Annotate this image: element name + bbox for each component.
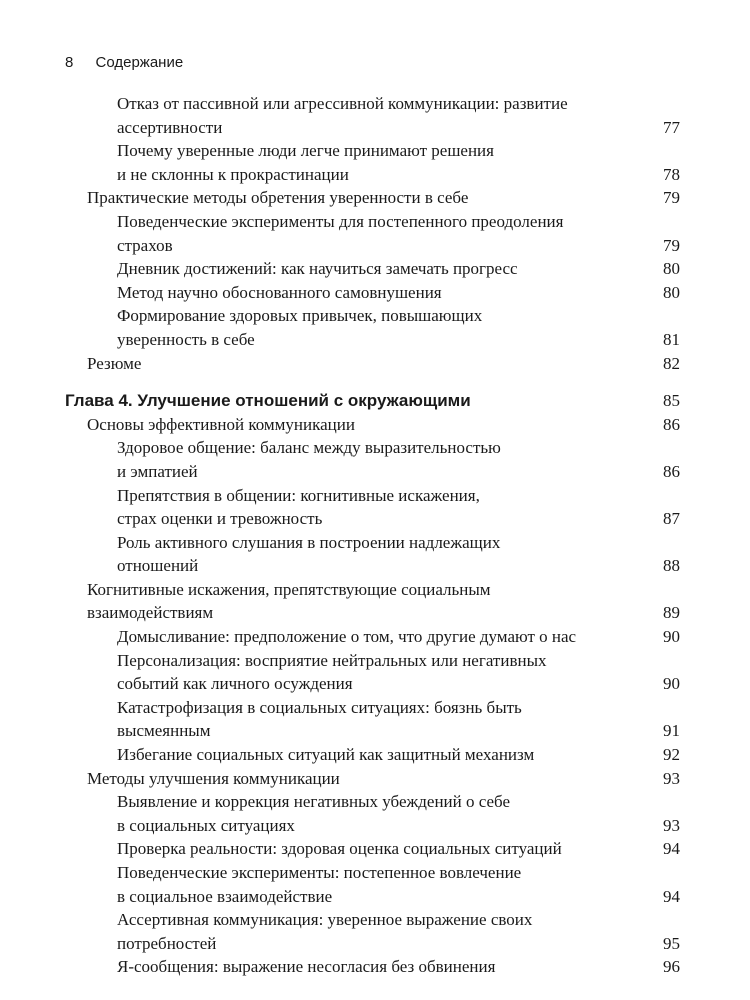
toc-entry-page-number: 90	[663, 627, 680, 647]
toc-entry-title-line: высмеянным	[117, 721, 211, 741]
toc-entry-title-line: Основы эффективной коммуникации	[87, 414, 355, 434]
toc-entry	[65, 743, 680, 767]
toc-entry-title-line: Метод научно обоснованного самовнушения	[117, 282, 442, 302]
toc-entry	[65, 578, 680, 625]
toc-entry-page-number: 88	[663, 556, 680, 576]
toc-entry-page-number: 78	[663, 164, 680, 184]
toc-entry-title-line: потребностей	[117, 933, 217, 953]
toc-entry-title-line: уверенность в себе	[117, 329, 255, 349]
page-number: 8	[65, 54, 74, 71]
toc-entry-page-number: 94	[663, 839, 680, 859]
toc-entry	[65, 767, 680, 791]
toc-entry	[65, 210, 680, 257]
toc-entry-page-number: 93	[663, 815, 680, 835]
toc-entry-title-line: Когнитивные искажения, препятствующие социальным	[87, 579, 491, 599]
toc-entry	[65, 304, 680, 351]
toc-entry-title-line: Выявление и коррекция негативных убеждений о себе	[117, 792, 511, 812]
toc-entry-page-number: 90	[663, 674, 680, 694]
toc-entry-title-line: взаимодействиям	[87, 603, 214, 623]
toc-entry-title-line: Методы улучшения коммуникации	[87, 768, 340, 788]
toc-entry-title-line: Домысливание: предположение о том, что другие думают о нас	[117, 627, 577, 647]
toc-entry-title-line: Ассертивная коммуникация: уверенное выражение своих	[117, 910, 533, 930]
toc-entry-page-number: 79	[663, 188, 680, 208]
toc-entry-title-line: событий как личного осуждения	[117, 674, 353, 694]
toc-entry	[65, 186, 680, 210]
toc-entry-title-line: Избегание социальных ситуаций как защитный механизм	[117, 745, 535, 765]
toc-entry-page-number: 95	[663, 933, 680, 953]
toc-entry-title-line: Практические методы обретения уверенности в себе	[87, 188, 469, 208]
toc-entry	[65, 908, 680, 955]
toc-entry-title-line: Катастрофизация в социальных ситуациях: боязнь быть	[117, 697, 522, 717]
toc-entry	[65, 790, 680, 837]
toc-entry-page-number: 82	[663, 353, 680, 373]
toc-entry-page-number: 92	[663, 745, 680, 765]
toc-entry	[65, 625, 680, 649]
toc-entry-title-line: Почему уверенные люди легче принимают решения	[117, 141, 494, 161]
toc-entry-title-line: Глава 4. Улучшение отношений с окружающими	[65, 391, 471, 411]
toc-entry-page-number: 85	[663, 391, 680, 411]
toc-entry-title-line: Персонализация: восприятие нейтральных или негативных	[117, 650, 547, 670]
toc-entry	[65, 861, 680, 908]
toc-chapter-entry	[65, 389, 680, 413]
toc-entry-page-number: 77	[663, 117, 680, 137]
toc-entry-title-line: Поведенческие эксперименты для постепенного преодоления	[117, 211, 564, 231]
toc-entry-title-line: Проверка реальности: здоровая оценка социальных ситуаций	[117, 839, 562, 859]
toc-entry	[65, 413, 680, 437]
toc-entry-title-line: в социальное взаимодействие	[117, 886, 333, 906]
toc-entry-page-number: 86	[663, 414, 680, 434]
toc-entry-title-line: и эмпатией	[117, 461, 198, 481]
toc-entry	[65, 281, 680, 305]
toc-entry-title-line: в социальных ситуациях	[117, 815, 295, 835]
toc-entry-page-number: 86	[663, 461, 680, 481]
toc-entry-title-line: Поведенческие эксперименты: постепенное вовлечение	[117, 863, 522, 882]
toc-entry-page-number: 80	[663, 282, 680, 302]
running-head	[65, 54, 183, 71]
toc-entry-page-number: 81	[663, 329, 680, 349]
toc-entry-title-line: страх оценки и тревожность	[117, 509, 323, 529]
toc-entry-title-line: Резюме	[87, 353, 142, 373]
toc-entry-page-number: 94	[663, 886, 680, 906]
toc-entry-title-line: Роль активного слушания в построении надлежащих	[117, 532, 501, 552]
toc-entry-title-line: страхов	[117, 235, 173, 255]
toc-entry	[65, 696, 680, 743]
toc-entry-page-number: 93	[663, 768, 680, 788]
toc-entry-title-line: Отказ от пассивной или агрессивной коммуникации: развитие	[117, 94, 568, 113]
toc-entry-title-line: и не склонны к прокрастинации	[117, 164, 349, 184]
toc-entry-page-number: 91	[663, 721, 680, 741]
toc-entry	[65, 837, 680, 861]
toc-entry	[65, 436, 680, 483]
toc-entry	[65, 139, 680, 186]
toc-entry	[65, 531, 680, 578]
toc-entry-title-line: Я-сообщения: выражение несогласия без обвинения	[117, 957, 496, 977]
toc-entry-page-number: 80	[663, 259, 680, 279]
toc-entry-title-line: Дневник достижений: как научиться замечать прогресс	[117, 259, 518, 279]
toc-entry-page-number: 87	[663, 509, 680, 529]
toc-entry-title-line: Здоровое общение: баланс между выразительностью	[117, 438, 501, 458]
toc-entry-page-number: 96	[663, 957, 680, 977]
toc-entry-title-line: ассертивности	[117, 117, 223, 137]
table-of-contents	[65, 92, 680, 979]
toc-entry-title-line: Препятствия в общении: когнитивные искажения,	[117, 485, 480, 505]
toc-entry	[65, 92, 680, 139]
toc-entry-title-line: Формирование здоровых привычек, повышающих	[117, 306, 483, 326]
toc-entry	[65, 257, 680, 281]
toc-entry	[65, 484, 680, 531]
toc-entry	[65, 649, 680, 696]
toc-entry-page-number: 89	[663, 603, 680, 623]
toc-entry-title-line: отношений	[117, 556, 199, 576]
section-title: Содержание	[95, 54, 184, 71]
toc-entry-page-number: 79	[663, 235, 680, 255]
toc-entry	[65, 352, 680, 376]
toc-entry	[65, 955, 680, 979]
